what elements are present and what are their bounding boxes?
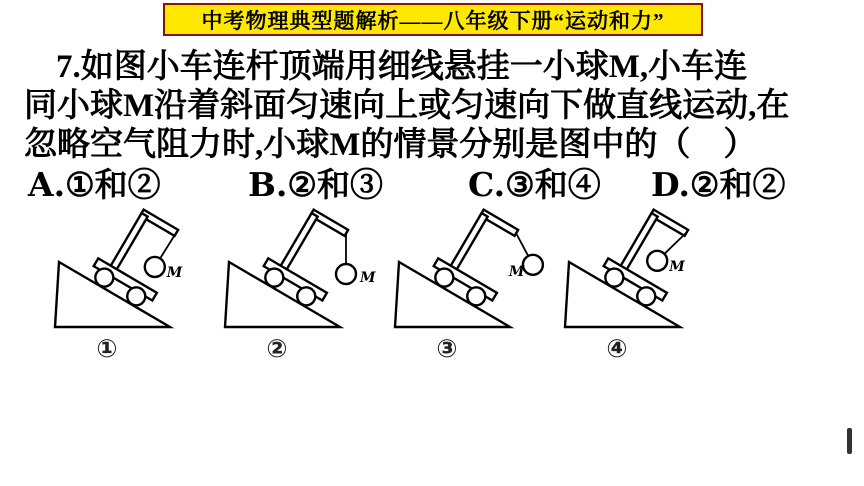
ball-label: M [508, 263, 525, 280]
figure-4 [550, 205, 720, 365]
ball-label: M [669, 258, 685, 275]
option-d: D.②和② [651, 165, 786, 204]
cart-pole [280, 213, 317, 270]
figure-2 [210, 205, 380, 365]
figure-number: ③ [436, 334, 458, 363]
figure-number: ② [266, 334, 288, 363]
figure-1 [40, 205, 210, 365]
edge-mark [847, 428, 852, 454]
option-c: C.③和④ [468, 165, 601, 204]
cart-arm [140, 210, 178, 236]
question-line-3: 忽略空气阻力时,小球M的情景分别是图中的（ ） [24, 127, 757, 163]
question-line-2: 同小球M沿着斜面匀速向上或匀速向下做直线运动,在 [24, 88, 790, 124]
cart-arm [650, 210, 688, 236]
option-b: B.②和③ [248, 165, 383, 204]
question-line-1: 7.如图小车连杆顶端用细线悬挂一小球M,小车连 [56, 49, 748, 85]
cart-arm [310, 210, 348, 236]
cart-arm [480, 210, 518, 236]
pendulum-ball [647, 251, 667, 271]
pendulum-ball [145, 257, 165, 277]
figures-row [40, 205, 720, 365]
cart-pole [110, 213, 147, 270]
figure-3 [380, 205, 550, 365]
banner-text: 中考物理典型题解析——八年级下册“运动和力” [201, 8, 665, 33]
ball-label: M [360, 270, 376, 286]
figure-number: ① [96, 334, 118, 363]
cart-pole [450, 213, 487, 270]
option-a: A.①和② [28, 165, 161, 204]
pendulum-ball [523, 255, 543, 275]
ball-label: M [166, 264, 183, 281]
figure-number: ④ [606, 334, 628, 363]
title-banner [163, 3, 703, 36]
pendulum-ball [336, 264, 356, 284]
